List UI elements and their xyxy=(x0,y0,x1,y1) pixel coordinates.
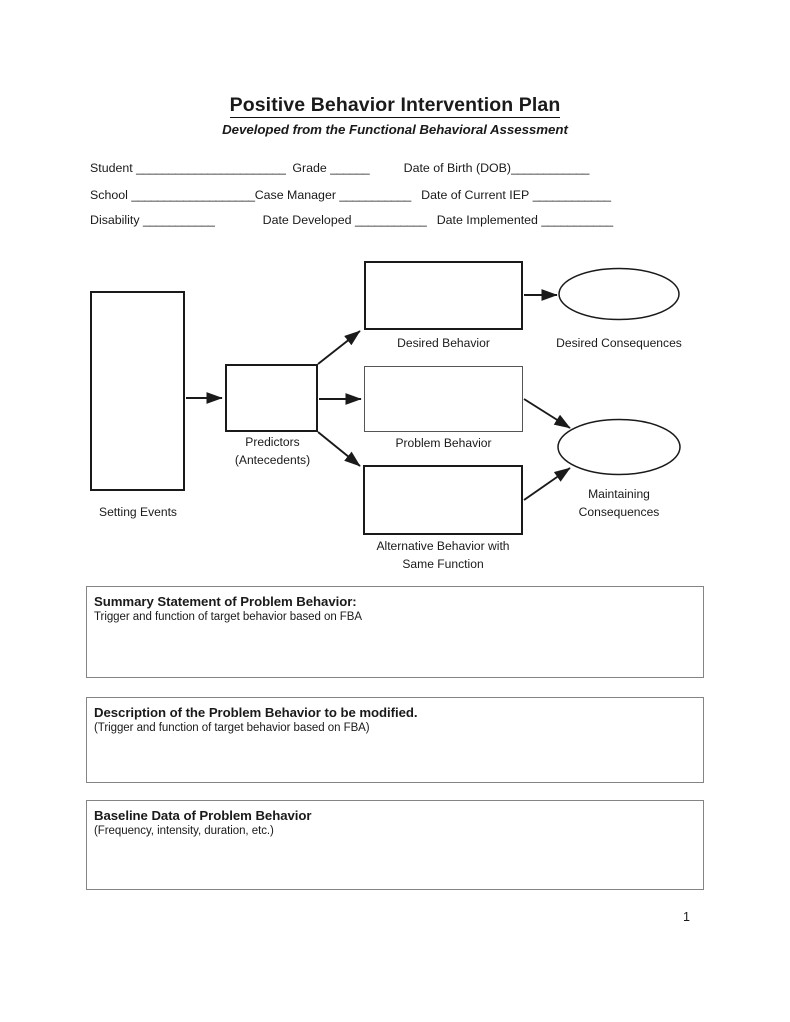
field-date-implemented-blank[interactable]: ___________ xyxy=(541,213,613,227)
page-number: 1 xyxy=(683,910,690,924)
arrow-problem-to-maintaining-consequences xyxy=(524,399,570,428)
baseline-data-box[interactable] xyxy=(86,800,704,890)
description-subtext: (Trigger and function of target behavior based on FBA) xyxy=(94,722,370,734)
predictors-label-line1: Predictors xyxy=(245,435,300,449)
gap-2 xyxy=(369,161,403,175)
field-school-label: School xyxy=(90,188,128,202)
field-current-iep-label: Date of Current IEP xyxy=(421,188,530,202)
predictors-box[interactable] xyxy=(225,364,318,432)
form-row-student xyxy=(90,161,589,175)
field-date-implemented-label: Date Implemented xyxy=(436,213,538,227)
maintaining-consequences-label xyxy=(534,486,704,521)
page-subtitle: Developed from the Functional Behavioral Assessment xyxy=(222,122,568,137)
field-student-label: Student xyxy=(90,161,133,175)
arrow-predictors-to-desired xyxy=(318,331,360,364)
alternative-behavior-label-line1: Alternative Behavior with xyxy=(376,539,510,553)
baseline-data-subtext: (Frequency, intensity, duration, etc.) xyxy=(94,825,274,837)
gap-1 xyxy=(285,161,292,175)
desired-behavior-box[interactable] xyxy=(364,261,523,330)
setting-events-box[interactable] xyxy=(90,291,185,491)
desired-behavior-label: Desired Behavior xyxy=(397,336,490,350)
description-box[interactable] xyxy=(86,697,704,783)
field-disability-label: Disability xyxy=(90,213,140,227)
field-grade-label: Grade xyxy=(292,161,327,175)
field-case-manager-label: Case Manager xyxy=(254,188,336,202)
field-dob-blank[interactable]: ____________ xyxy=(511,161,589,175)
alternative-behavior-label-line2: Same Function xyxy=(402,556,484,571)
desired-consequences-label: Desired Consequences xyxy=(556,336,682,350)
desired-consequences-ellipse[interactable] xyxy=(559,269,679,320)
predictors-label xyxy=(200,434,345,469)
alternative-behavior-box[interactable] xyxy=(363,465,523,535)
maintaining-consequences-label-line2: Consequences xyxy=(578,504,660,519)
field-school-blank[interactable]: ___________________ xyxy=(131,188,255,202)
gap-4 xyxy=(214,213,262,227)
form-row-disability xyxy=(90,213,613,227)
field-student-blank[interactable]: _______________________ xyxy=(136,161,286,175)
field-grade-blank[interactable]: ______ xyxy=(330,161,370,175)
problem-behavior-box[interactable] xyxy=(364,366,523,432)
summary-statement-subtext: Trigger and function of target behavior based on FBA xyxy=(94,611,363,623)
field-date-developed-blank[interactable]: ___________ xyxy=(354,213,427,227)
field-dob-label: Date of Birth (DOB) xyxy=(403,161,512,175)
form-row-school xyxy=(90,188,611,202)
baseline-data-heading: Baseline Data of Problem Behavior xyxy=(94,808,312,823)
page-title xyxy=(0,94,790,117)
problem-behavior-label: Problem Behavior xyxy=(395,436,492,450)
gap-5 xyxy=(426,213,436,227)
summary-statement-heading: Summary Statement of Problem Behavior: xyxy=(94,594,357,609)
field-disability-blank[interactable]: ___________ xyxy=(143,213,215,227)
page-title-text: Positive Behavior Intervention Plan xyxy=(229,94,561,116)
field-current-iep-blank[interactable]: ____________ xyxy=(532,188,611,202)
setting-events-label: Setting Events xyxy=(99,505,177,519)
maintaining-consequences-label-line1: Maintaining xyxy=(588,487,650,501)
gap-3 xyxy=(411,188,421,202)
description-heading: Description of the Problem Behavior to be modified. xyxy=(94,705,418,720)
field-case-manager-blank[interactable]: ___________ xyxy=(339,188,411,202)
summary-statement-box[interactable] xyxy=(86,586,704,678)
predictors-label-line2: (Antecedents) xyxy=(234,452,311,467)
alternative-behavior-label xyxy=(343,538,543,573)
maintaining-consequences-ellipse[interactable] xyxy=(558,420,680,475)
field-date-developed-label: Date Developed xyxy=(262,213,352,227)
